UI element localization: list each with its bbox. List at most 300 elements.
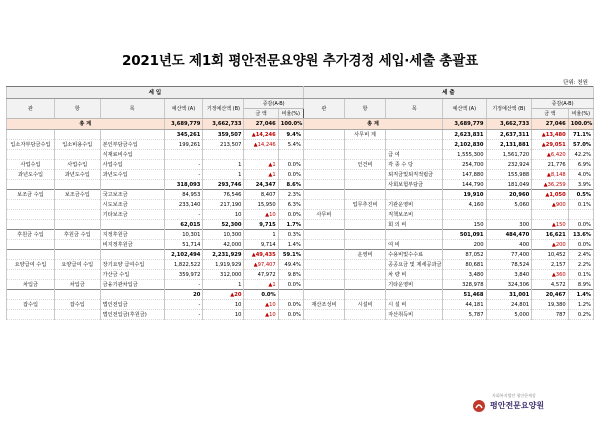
rev-gwan [7,270,55,280]
exp-budget: 254,700 [443,160,486,170]
exp-mok: 시 설 비 [386,300,443,310]
exp-diff-ratio: 71.1% [568,130,593,140]
exp-budget: 3,480 [443,270,486,280]
rev-mok: 본인부담금수입 [100,140,164,150]
exp-mok: 급 여 [386,150,443,160]
rev-mok: 시도보조금 [100,200,164,210]
exp-existing: 20,960 [486,190,532,200]
rev-diff-ratio: 0.0% [278,160,303,170]
exp-hang: 인건비 [344,160,385,170]
exp-diff-amount: ▲36,259 [532,180,569,190]
rev-budget: - [164,210,203,220]
exp-diff-amount: ▲8,148 [532,170,569,180]
rev-diff-amount: 9,714 [244,240,278,250]
table-row [7,270,594,280]
table-row [7,280,594,290]
exp-existing: 5,000 [486,310,532,320]
exp-gwan: 사무비 [303,210,344,220]
rev-hang [54,310,100,320]
exp-col-existing: 기정예산액 (B) [486,99,532,119]
exp-gwan [303,220,344,230]
rev-diff-ratio: 2.3% [278,190,303,200]
table-row [7,260,594,270]
exp-mok: 자산취득비 [386,310,443,320]
rev-diff-amount: ▲97,407 [244,260,278,270]
rev-mok [100,220,164,230]
exp-diff-ratio: 0.2% [568,310,593,320]
exp-diff-ratio: 0.5% [568,190,593,200]
exp-diff-amount: ▲360 [532,270,569,280]
rev-diff-amount: 8,407 [244,190,278,200]
rev-diff-ratio: 0.0% [278,280,303,290]
exp-existing: 24,801 [486,300,532,310]
rev-diff-amount [244,150,278,160]
rev-hang: 후원금 수입 [54,230,100,240]
rev-gwan [7,130,55,140]
logo-name: 평안전문요양원 [490,401,545,410]
rev-gwan: 요양급여 수입 [7,260,55,270]
exp-diff-amount: ▲29,051 [532,140,569,150]
exp-diff-ratio: 6.9% [568,160,593,170]
rev-hang: 차입금 [54,280,100,290]
rev-hang: 보조금수입 [54,190,100,200]
exp-gwan [303,290,344,300]
exp-diff-ratio: 0.1% [568,270,593,280]
exp-gwan [303,230,344,240]
rev-mok: 식재료비수입 [100,150,164,160]
rev-budget: - [164,160,203,170]
exp-diff-amount: ▲200 [532,240,569,250]
rev-budget: 20 [164,290,203,300]
exp-gwan [303,170,344,180]
rev-existing: 1,919,929 [203,260,244,270]
exp-hang: 운영비 [344,250,385,260]
rev-gwan [7,290,55,300]
rev-mok: 기타보조금 [100,210,164,220]
rev-mok [100,290,164,300]
rev-budget: - [164,280,203,290]
footer-logo [462,393,572,415]
rev-existing: 76,546 [203,190,244,200]
exp-hang: 사무비 계 [344,130,385,140]
rev-mok [100,130,164,140]
rev-existing: 42,000 [203,240,244,250]
exp-mok: 수용비및수수료 [386,250,443,260]
rev-budget [164,150,203,160]
rev-mok: 법인전입금 [100,300,164,310]
rev-hang: 요양급여 수입 [54,260,100,270]
revenue-group-header: 세 입 [7,87,304,99]
table-row [7,220,594,230]
exp-diff-ratio: 1.4% [568,290,593,300]
rev-hang [54,290,100,300]
table-body [7,130,594,320]
exp-existing: 2,637,311 [486,130,532,140]
rev-diff-ratio: 1.4% [278,240,303,250]
exp-budget: 200 [443,240,486,250]
exp-gwan [303,130,344,140]
exp-diff-ratio: 2.2% [568,260,593,270]
total-row [7,119,594,130]
rev-existing: 52,300 [203,220,244,230]
rev-total-label: 총 계 [7,119,165,130]
exp-hang [344,240,385,250]
rev-diff-amount: 0.0% [244,290,278,300]
rev-mok: 가산금 수입 [100,270,164,280]
rev-col-ratio: 비율(%) [278,109,303,119]
exp-diff-amount: ▲13,480 [532,130,569,140]
table-row [7,240,594,250]
rev-total-existing: 3,662,733 [203,119,244,130]
exp-existing: 400 [486,240,532,250]
rev-diff-ratio: 0.3% [278,230,303,240]
rev-hang [54,200,100,210]
rev-diff-ratio: 9.4% [278,130,303,140]
exp-mok: 공공요금 및 제세공과금 [386,260,443,270]
exp-budget: 87,052 [443,250,486,260]
rev-budget: 318,093 [164,180,203,190]
exp-diff-amount: 2,157 [532,260,569,270]
rev-diff-amount: ▲10 [244,310,278,320]
exp-gwan [303,180,344,190]
rev-diff-amount: ▲10 [244,210,278,220]
exp-hang [344,210,385,220]
rev-hang [54,180,100,190]
rev-gwan: 사업수입 [7,160,55,170]
table-row [7,250,594,260]
exp-existing: 155,988 [486,170,532,180]
table-row [7,150,594,160]
exp-hang [344,220,385,230]
table-row [7,310,594,320]
rev-gwan: 입소자부담금수입 [7,140,55,150]
exp-diff-ratio: 0.0% [568,220,593,230]
rev-existing: 312,000 [203,270,244,280]
rev-existing: 10,300 [203,230,244,240]
rev-col-amount: 금 액 [244,109,278,119]
rev-hang: 입소비용수입 [54,140,100,150]
exp-diff-ratio [568,210,593,220]
exp-diff-amount: 4,572 [532,280,569,290]
table-row [7,180,594,190]
exp-diff-ratio: 1.2% [568,300,593,310]
exp-budget: 2,623,831 [443,130,486,140]
exp-mok: 각 종 수 당 [386,160,443,170]
exp-diff-ratio: 8.9% [568,280,593,290]
rev-diff-ratio: 8.6% [278,180,303,190]
rev-gwan: 잡수입 [7,300,55,310]
rev-mok: 과년도수입 [100,170,164,180]
rev-budget: - [164,300,203,310]
exp-hang [344,260,385,270]
rev-diff-amount: ▲14,246 [244,130,278,140]
rev-diff-amount: ▲14,246 [244,140,278,150]
rev-existing: ▲20 [203,290,244,300]
exp-diff-amount: 21,776 [532,160,569,170]
rev-gwan [7,250,55,260]
rev-gwan [7,240,55,250]
rev-diff-ratio: 0.0% [278,310,303,320]
exp-existing: 484,470 [486,230,532,240]
exp-hang [344,290,385,300]
rev-existing: 1 [203,160,244,170]
rev-existing: 10 [203,310,244,320]
exp-total-ratio: 100.0% [568,119,593,130]
exp-mok [386,190,443,200]
rev-hang [54,250,100,260]
rev-existing [203,150,244,160]
exp-budget: 4,160 [443,200,486,210]
exp-existing: 1,561,720 [486,150,532,160]
rev-gwan [7,220,55,230]
rev-mok: 비지정후원금 [100,240,164,250]
exp-col-gwan: 관 [303,99,344,119]
exp-diff-amount: ▲900 [532,200,569,210]
exp-diff-amount: 16,621 [532,230,569,240]
exp-col-diff: 증감(A-B) [532,99,594,109]
exp-budget: 80,681 [443,260,486,270]
exp-budget: 51,468 [443,290,486,300]
exp-mok [386,140,443,150]
exp-gwan [303,140,344,150]
table-row [7,190,594,200]
table-row [7,200,594,210]
exp-col-hang: 항 [344,99,385,119]
exp-mok: 퇴직금및퇴직적립금 [386,170,443,180]
rev-total-amount: 27,046 [244,119,278,130]
rev-budget: 84,953 [164,190,203,200]
exp-diff-amount: ▲6,420 [532,150,569,160]
exp-budget: 147,880 [443,170,486,180]
exp-total-amount: 27,046 [532,119,569,130]
exp-hang [344,270,385,280]
rev-diff-ratio: 9.8% [278,270,303,280]
exp-col-ratio: 비율(%) [568,109,593,119]
rev-budget: 62,015 [164,220,203,230]
rev-col-mok: 목 [100,99,164,119]
expense-group-header: 세 출 [303,87,593,99]
exp-hang: 시설비 [344,300,385,310]
rev-diff-ratio: 49.4% [278,260,303,270]
rev-diff-ratio: 0.0% [278,300,303,310]
rev-diff-ratio [278,290,303,300]
exp-diff-ratio: 4.0% [568,170,593,180]
rev-budget: - [164,310,203,320]
exp-hang [344,150,385,160]
rev-diff-amount: 15,950 [244,200,278,210]
exp-existing: 181,049 [486,180,532,190]
exp-existing: 232,924 [486,160,532,170]
rev-mok: 국고보조금 [100,190,164,200]
exp-diff-ratio: 42.2% [568,150,593,160]
table-row [7,130,594,140]
rev-budget: 233,140 [164,200,203,210]
rev-col-budget: 예산액 (A) [164,99,203,119]
rev-budget: 2,102,494 [164,250,203,260]
exp-budget: 501,091 [443,230,486,240]
exp-diff-amount: 20,467 [532,290,569,300]
rev-mok: 장기요양 급여수입 [100,260,164,270]
rev-hang [54,130,100,140]
exp-hang [344,310,385,320]
rev-gwan [7,180,55,190]
rev-mok: 금융기관차입금 [100,280,164,290]
exp-existing: 324,306 [486,280,532,290]
exp-diff-amount [532,210,569,220]
rev-col-existing: 기정예산액 (B) [203,99,244,119]
exp-existing: 3,840 [486,270,532,280]
exp-mok: 기타운영비 [386,280,443,290]
exp-existing: 31,001 [486,290,532,300]
rev-gwan [7,310,55,320]
exp-diff-amount: 19,380 [532,300,569,310]
exp-hang [344,280,385,290]
exp-existing: 78,524 [486,260,532,270]
rev-col-hang: 항 [54,99,100,119]
rev-existing: 1 [203,170,244,180]
rev-diff-amount: ▲49,435 [244,250,278,260]
exp-diff-amount: ▲1,050 [532,190,569,200]
exp-gwan [303,160,344,170]
rev-diff-amount: ▲1 [244,160,278,170]
rev-existing: 213,507 [203,140,244,150]
exp-mok [386,130,443,140]
exp-budget: 5,787 [443,310,486,320]
rev-budget: 199,261 [164,140,203,150]
exp-gwan [303,250,344,260]
exp-mok: 회 의 비 [386,220,443,230]
table-row [7,140,594,150]
exp-diff-ratio: 2.4% [568,250,593,260]
exp-budget: 2,102,830 [443,140,486,150]
exp-col-mok: 목 [386,99,443,119]
rev-col-diff: 증감(A-B) [244,99,303,109]
rev-mok: 법인전입금(후원금) [100,310,164,320]
rev-col-gwan: 관 [7,99,55,119]
exp-gwan [303,190,344,200]
exp-gwan [303,150,344,160]
exp-existing: 5,060 [486,200,532,210]
rev-existing: 293,746 [203,180,244,190]
exp-diff-amount: 787 [532,310,569,320]
rev-total-ratio: 100.0% [278,119,303,130]
rev-diff-ratio: 5.4% [278,140,303,150]
rev-hang: 잡수입 [54,300,100,310]
exp-hang [344,190,385,200]
exp-diff-ratio: 0.1% [568,200,593,210]
rev-mok: 지정후원금 [100,230,164,240]
rev-hang [54,270,100,280]
rev-mok [100,250,164,260]
rev-hang [54,150,100,160]
page-title: 2021년도 제1회 평안전문요양원 추가경정 세입·세출 총괄표 [122,53,478,69]
exp-hang: 업무추진비 [344,200,385,210]
rev-diff-ratio: 0.0% [278,170,303,180]
table-row [7,230,594,240]
rev-budget: 359,972 [164,270,203,280]
rev-diff-ratio: 1.7% [278,220,303,230]
budget-summary-table [6,86,594,320]
rev-diff-amount: ▲1 [244,170,278,180]
exp-gwan [303,310,344,320]
rev-hang [54,220,100,230]
rev-existing: 10 [203,210,244,220]
exp-existing: 77,400 [486,250,532,260]
rev-existing: 2,231,929 [203,250,244,260]
rev-budget: 51,714 [164,240,203,250]
exp-existing [486,210,532,220]
rev-diff-amount: 24,347 [244,180,278,190]
rev-existing: 10 [203,300,244,310]
rev-gwan [7,210,55,220]
exp-budget: 150 [443,220,486,230]
exp-mok: 사회보험부담금 [386,180,443,190]
rev-diff-amount: 1 [244,230,278,240]
exp-diff-amount: ▲150 [532,220,569,230]
exp-mok: 여 비 [386,240,443,250]
table-row [7,170,594,180]
exp-diff-amount: 10,452 [532,250,569,260]
logo-mark-icon [472,399,486,413]
exp-budget: 44,181 [443,300,486,310]
exp-gwan [303,280,344,290]
rev-total-budget: 3,689,779 [164,119,203,130]
exp-mok [386,290,443,300]
exp-col-budget: 예산액 (A) [443,99,486,119]
rev-budget: 345,261 [164,130,203,140]
exp-existing: 2,131,881 [486,140,532,150]
exp-budget: 1,555,300 [443,150,486,160]
exp-hang [344,170,385,180]
exp-budget: 328,978 [443,280,486,290]
exp-hang [344,140,385,150]
exp-gwan [303,260,344,270]
rev-diff-ratio: 6.3% [278,200,303,210]
table-row [7,290,594,300]
logo-subtitle: 사회복지법인 평안한세상 [492,393,536,398]
exp-gwan [303,200,344,210]
exp-mok [386,230,443,240]
rev-diff-ratio: 0.0% [278,210,303,220]
rev-mok [100,180,164,190]
rev-gwan [7,150,55,160]
exp-hang [344,180,385,190]
exp-budget: 19,910 [443,190,486,200]
exp-gwan [303,270,344,280]
exp-diff-ratio: 3.9% [568,180,593,190]
rev-budget: 10,301 [164,230,203,240]
rev-gwan: 보조금 수입 [7,190,55,200]
exp-gwan: 재산조성비 [303,300,344,310]
rev-existing: 359,507 [203,130,244,140]
exp-budget: 144,790 [443,180,486,190]
table-row [7,300,594,310]
rev-hang [54,210,100,220]
rev-hang: 사업수입 [54,160,100,170]
exp-total-budget: 3,689,779 [443,119,486,130]
exp-mok: 직책보조비 [386,210,443,220]
rev-budget: - [164,170,203,180]
exp-col-amount: 금 액 [532,109,569,119]
rev-diff-ratio [278,150,303,160]
exp-total-label: 총 계 [303,119,442,130]
exp-diff-ratio: 57.0% [568,140,593,150]
unit-label: 단위: 천원 [563,80,588,86]
rev-diff-amount: ▲10 [244,300,278,310]
rev-diff-amount: ▲1 [244,280,278,290]
rev-diff-amount: 47,972 [244,270,278,280]
exp-mok: 차 량 비 [386,270,443,280]
